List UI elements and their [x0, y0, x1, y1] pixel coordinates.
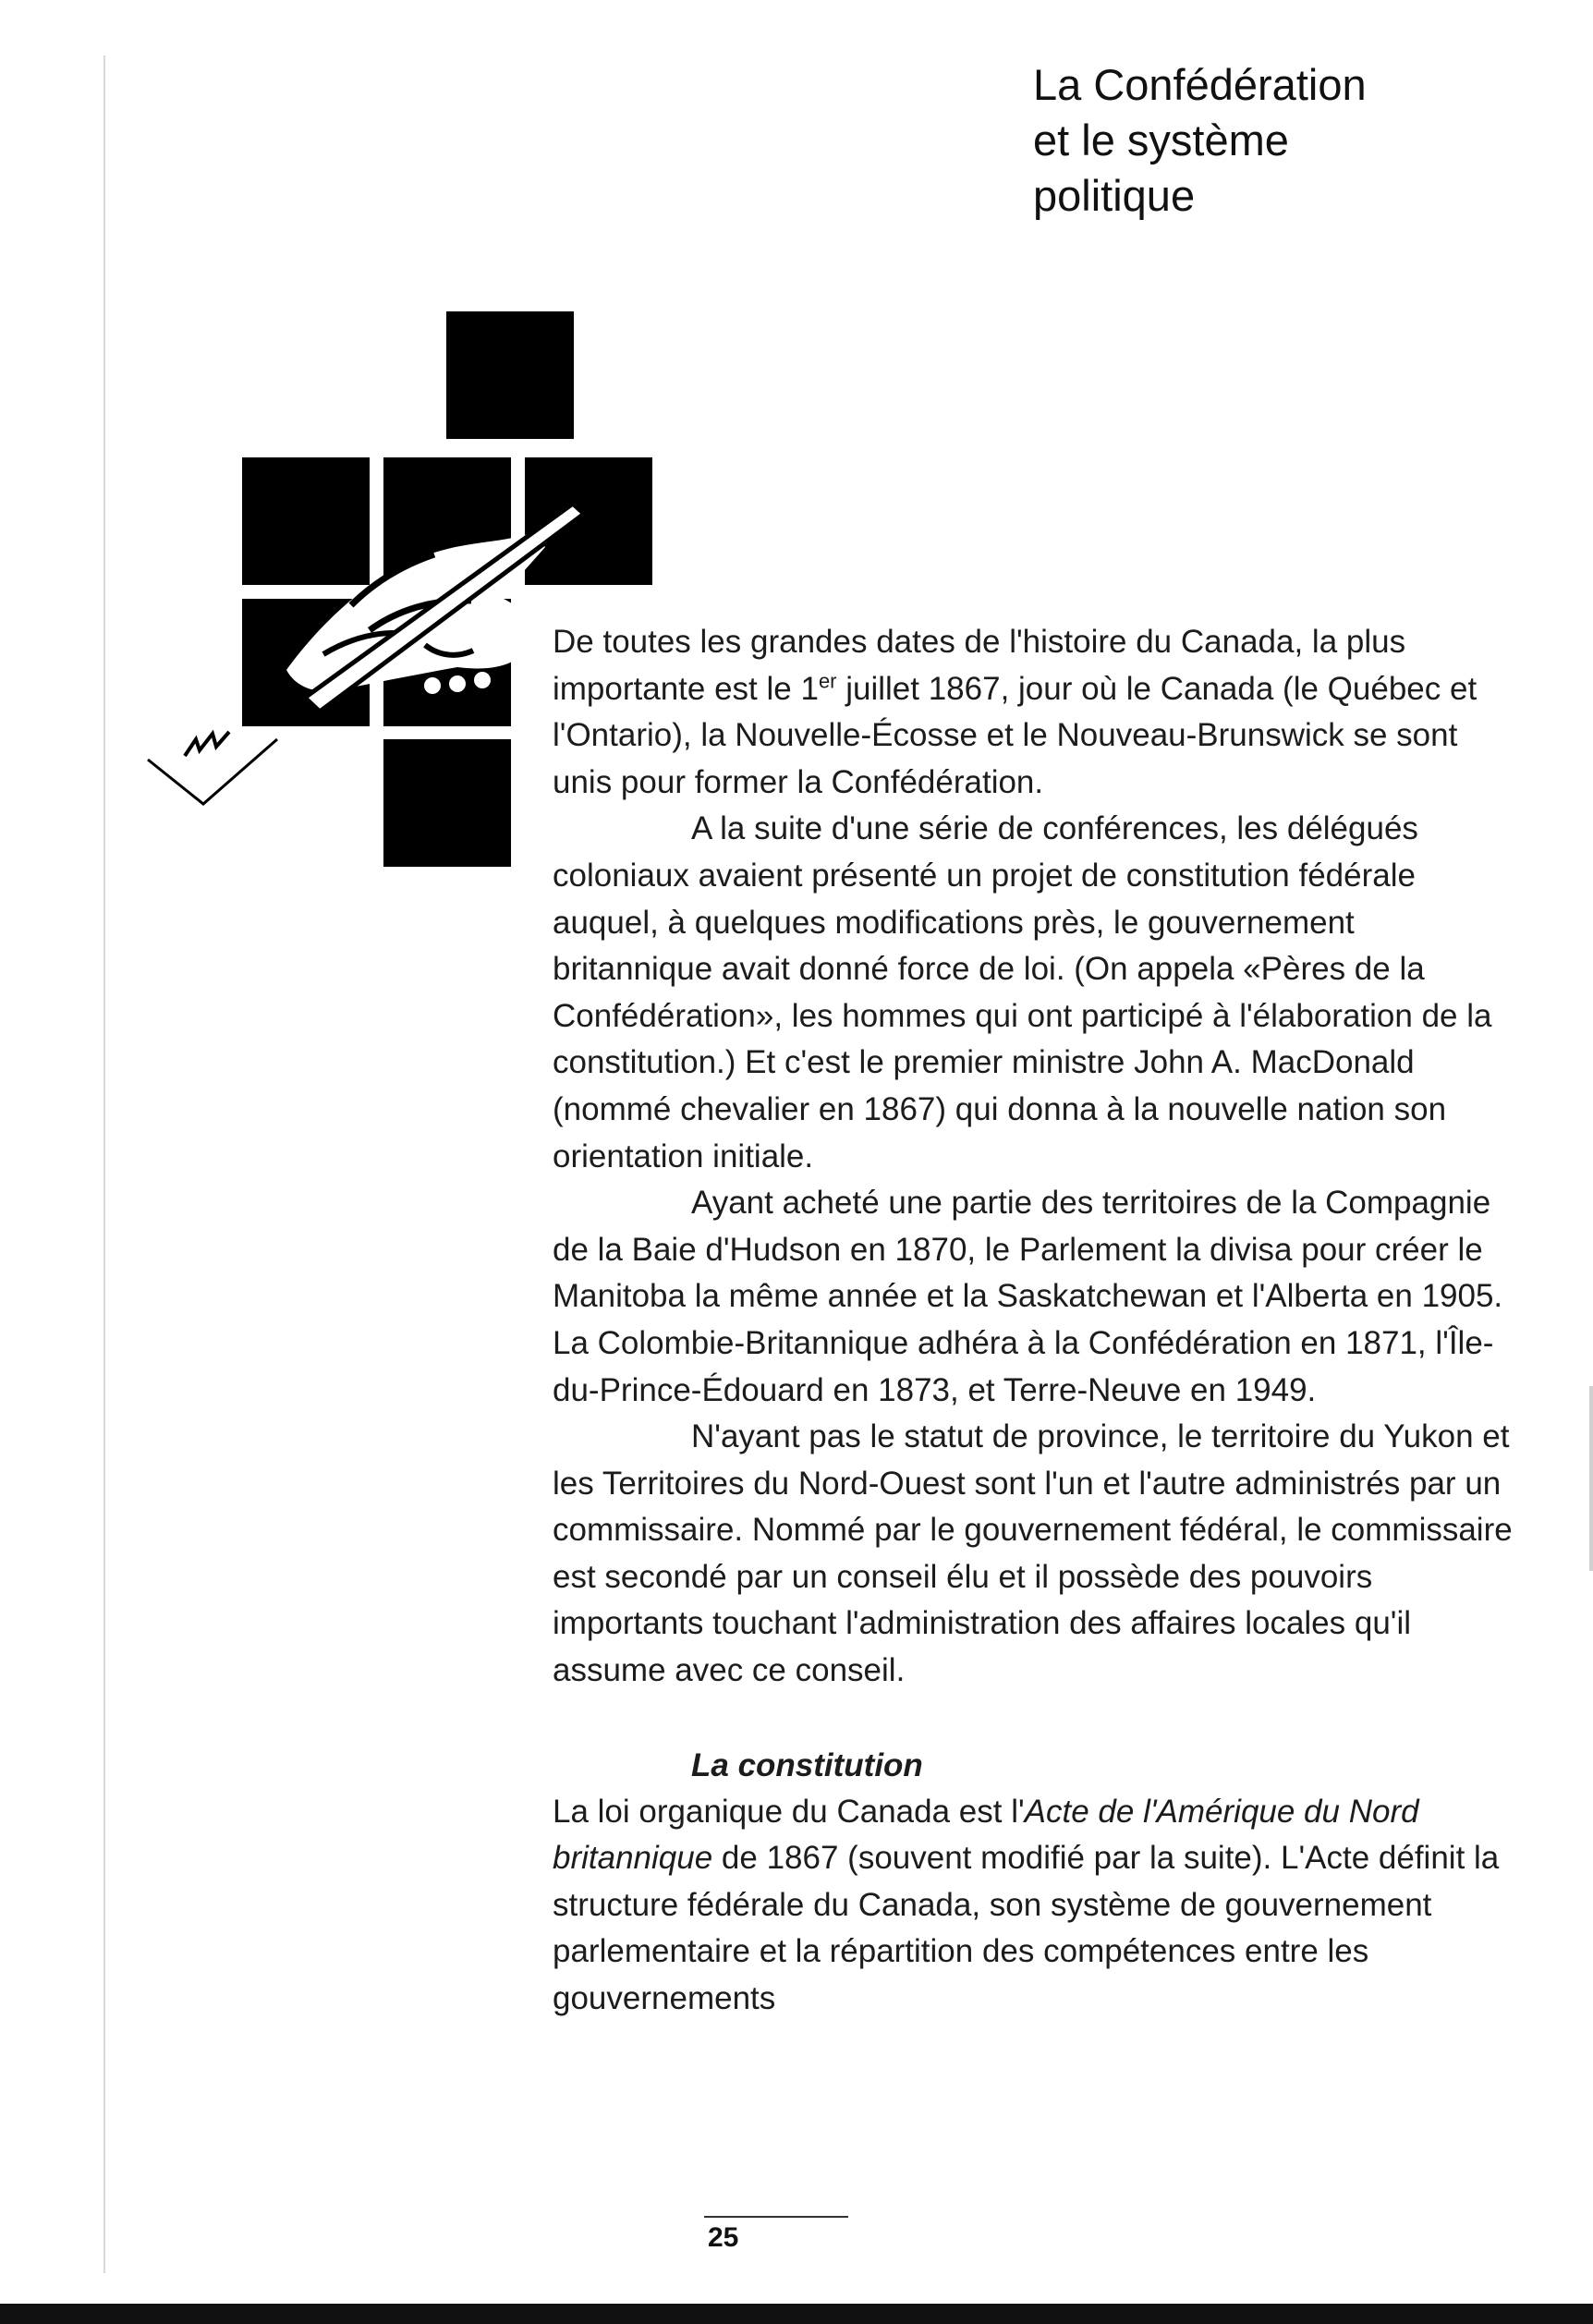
- scan-bottom-edge: [0, 2304, 1593, 2324]
- chapter-title: [1033, 57, 1550, 224]
- title-line-3: politique: [1033, 171, 1196, 220]
- block-top: [446, 311, 574, 439]
- paragraph-1: De toutes les grandes dates de l'histoire du Canada, la plus importante est le 1er juillet 1867, jour où le Canada (le Québec et l'Ontario), la Nouvelle-Écosse et le Nouveau-Brunswick se sont unis pour former la Confédération.: [553, 624, 1477, 800]
- page-edge: [103, 55, 105, 2273]
- title-line-2: et le système: [1033, 116, 1289, 164]
- page-number: 25: [708, 2222, 739, 2253]
- block-bottom: [383, 739, 511, 867]
- signature-scribble: [185, 732, 229, 756]
- section-heading: La constitution: [691, 1746, 923, 1783]
- paragraph-3: Ayant acheté une partie des territoires de la Compagnie de la Baie d'Hudson en 1870, le Parlement la divisa pour créer le Manitoba la même année et la Saskatchewan et l'Alberta en 1905. La Colombie-Britannique adhéra à la Confédération en 1871, l'Île-du-Prince-Édouard en 1873, et Terre-Neuve en 1949.: [553, 1185, 1503, 1408]
- page-edge-right: [1589, 1386, 1593, 1571]
- block-left: [242, 457, 370, 585]
- section-paragraph-1: La loi organique du Canada est l'Acte de l'Amérique du Nord britannique de 1867 (souvent modifié par la suite). L'Acte définit la structure fédérale du Canada, son système de gouvernement parlementaire et la répartition des compétences entre les gouvernements: [553, 1793, 1500, 2017]
- footer-rule: [704, 2216, 848, 2218]
- title-line-1: La Confédération: [1033, 60, 1367, 109]
- body-text: [553, 619, 1514, 2023]
- paragraph-4: N'ayant pas le statut de province, le territoire du Yukon et les Territoires du Nord-Ouest sont l'un et l'autre administrés par un commissaire. Nommé par le gouvernement fédéral, le commissaire est secondé par un conseil élu et il possède des pouvoirs importants touchant l'administration des affaires locales qu'il assume avec ce conseil.: [553, 1418, 1513, 1689]
- paragraph-2: A la suite d'une série de conférences, les délégués coloniaux avaient présenté un projet de constitution fédérale auquel, à quelques modifications près, le gouvernement britannique avait donné force de loi. (On appela «Pères de la Confédération», les hommes qui ont participé à l'élaboration de la constitution.) Et c'est le premier ministre John A. MacDonald (nommé chevalier en 1867) qui donna à la nouvelle nation son orientation initiale.: [553, 810, 1492, 1174]
- check-mark: [148, 739, 277, 804]
- block-right: [525, 457, 652, 585]
